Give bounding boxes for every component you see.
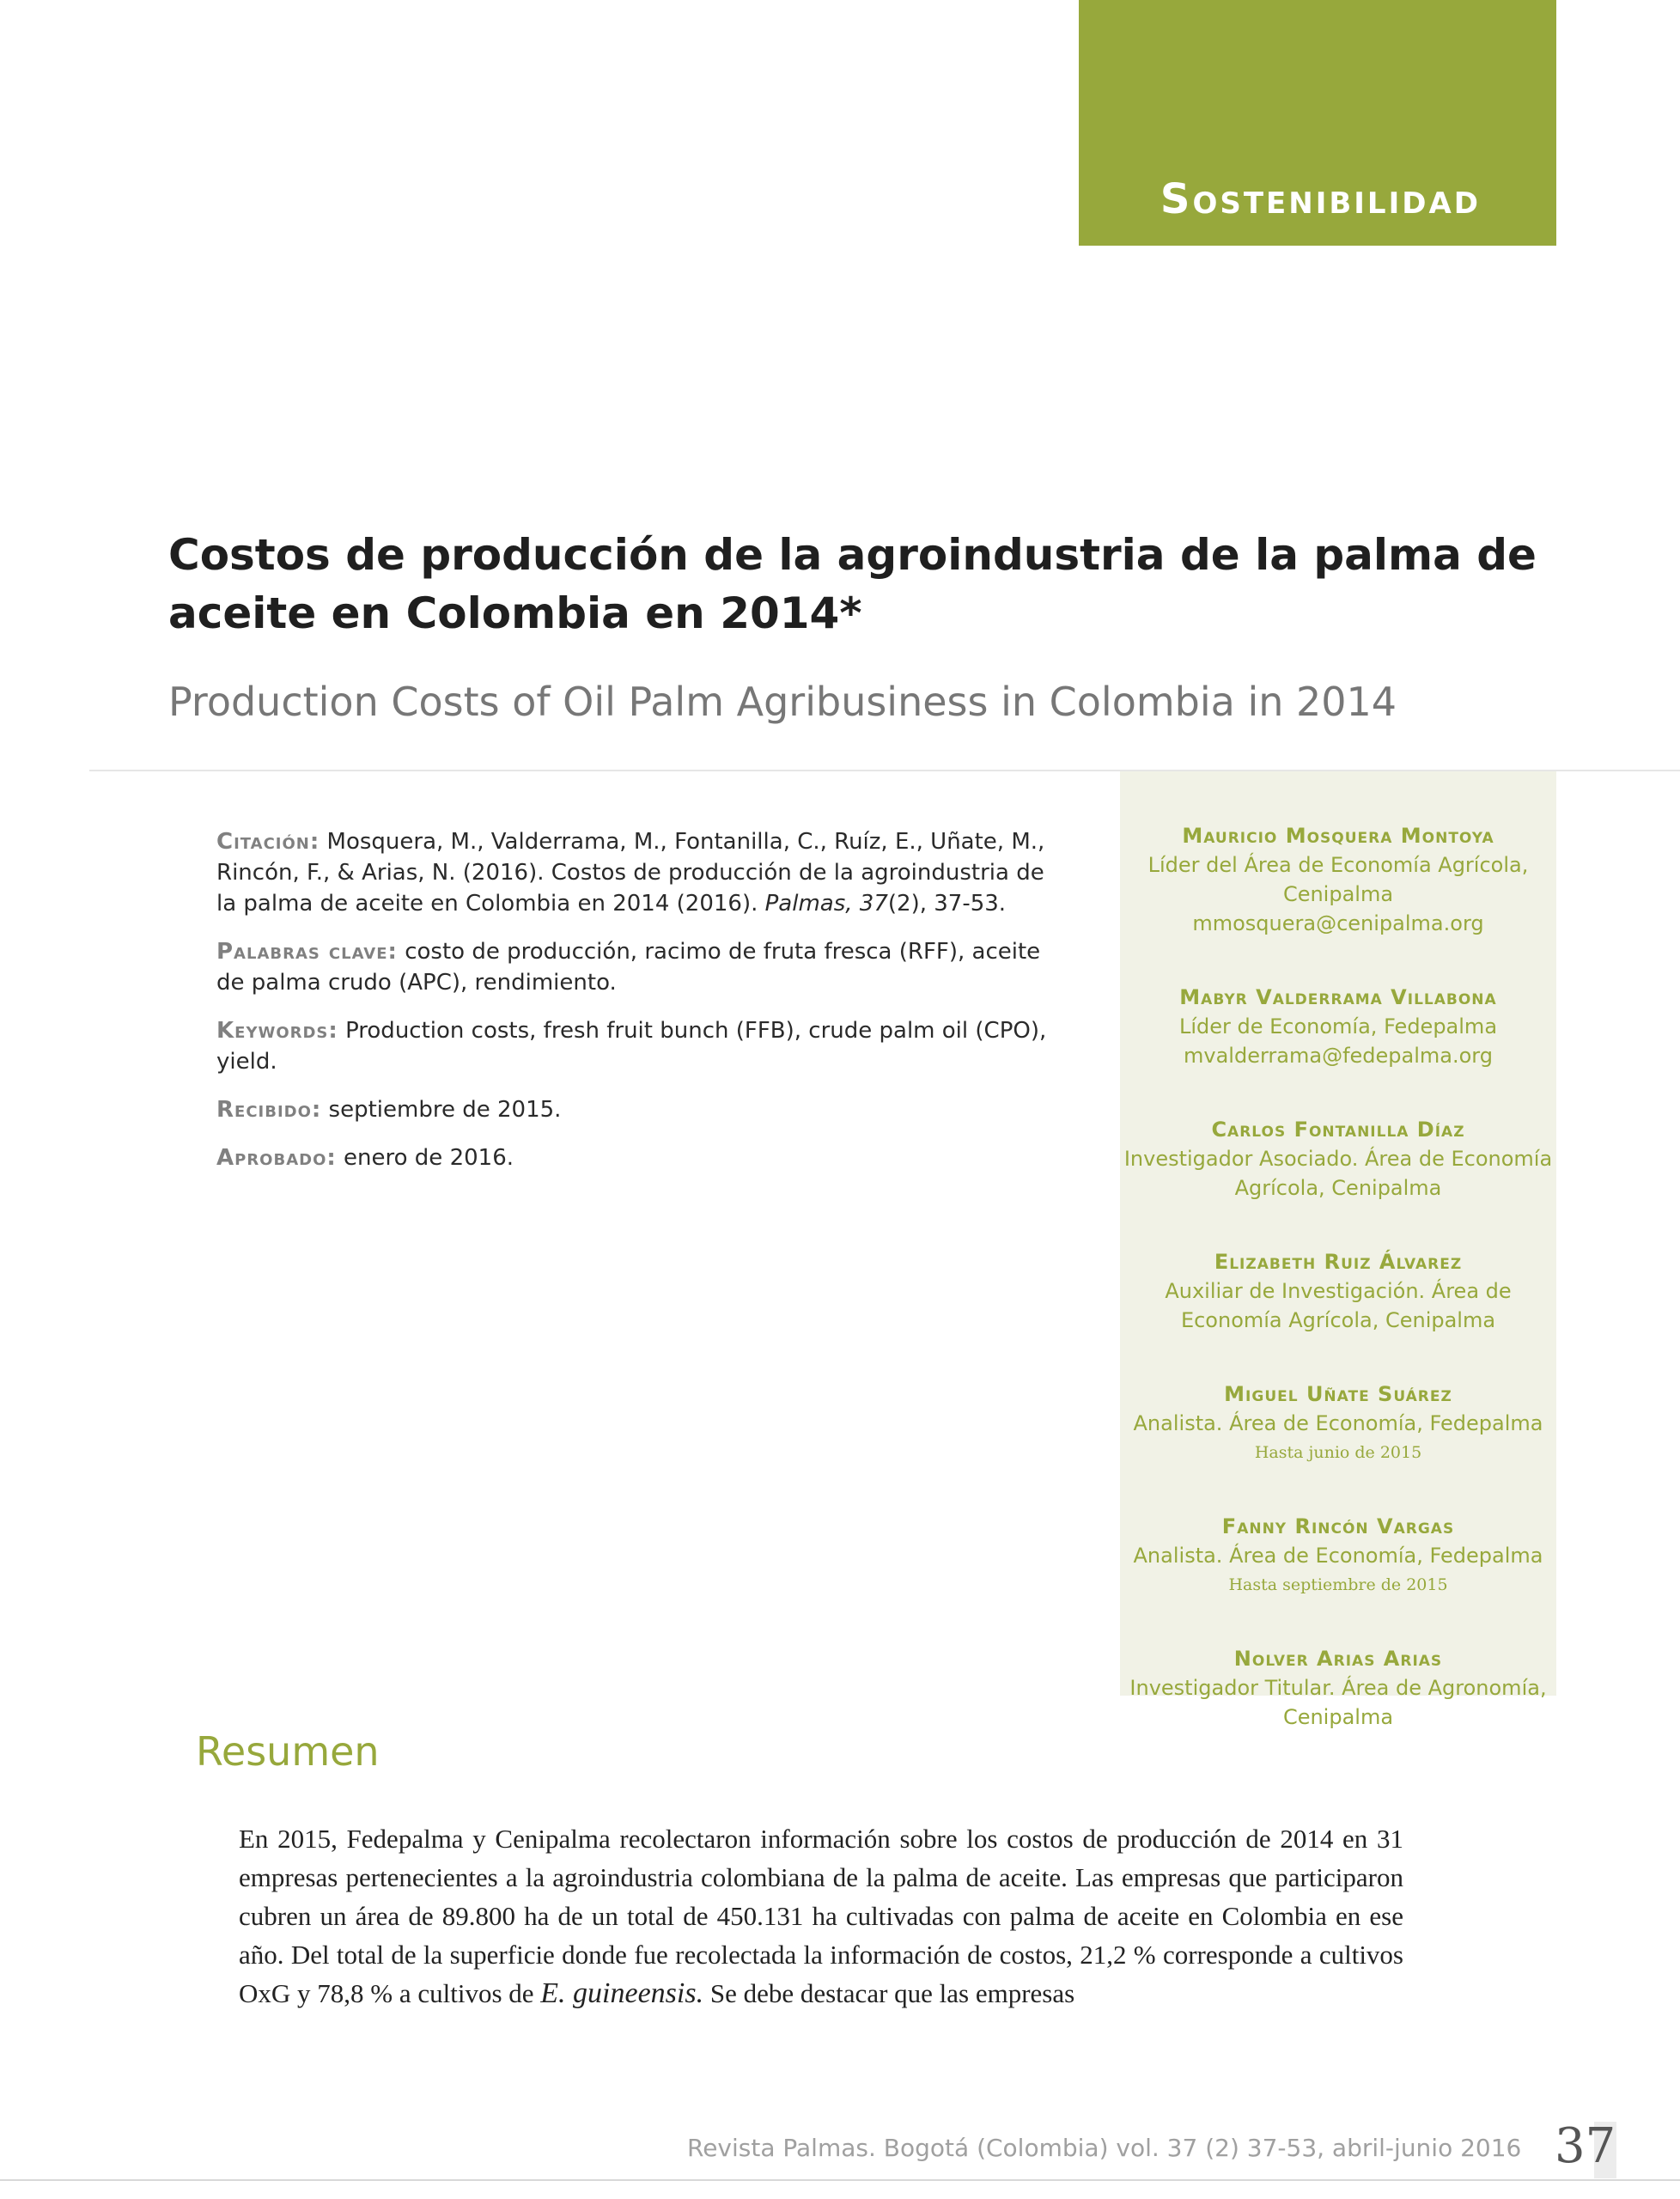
- author-name: Mauricio Mosquera Montoya: [1182, 824, 1494, 848]
- author-entry: [1120, 1644, 1556, 1732]
- keywords-es-label: Palabras clave:: [216, 939, 398, 965]
- authors-panel: [1120, 771, 1556, 1729]
- article-title: Costos de producción de la agroindustria de la palma de aceite en Colombia en 2014*: [168, 530, 1537, 638]
- received-text: septiembre de 2015.: [328, 1097, 562, 1123]
- author-name: Miguel Uñate Suárez: [1224, 1382, 1452, 1406]
- section-tab: [1079, 0, 1556, 246]
- author-role: Líder de Economía, Fedepalma: [1178, 1014, 1498, 1039]
- author-entry: [1120, 1247, 1556, 1335]
- citation-journal: Palmas, 37: [764, 891, 888, 917]
- author-role: Analista. Área de Economía, Fedepalma: [1133, 1544, 1543, 1568]
- abstract-body: En 2015, Fedepalma y Cenipalma recolectaron información sobre los costos de producción de 2014 en 31 empresas pertenecientes a la agroindustria colombiana de la palma de aceite. Las empresas que participaron cubren un área de 89.800 ha de un total de 450.131 ha cultivadas con palma de aceite en Colombia en ese año. Del total de la superficie donde fue recolectada la información de costos, 21,2 % corresponde a cultivos OxG y 78,8 % a cultivos de: [239, 1824, 1403, 2008]
- author-role: Auxiliar de Investigación. Área de Economía Agrícola, Cenipalma: [1165, 1279, 1512, 1332]
- approved-date: [216, 1142, 1067, 1173]
- abstract-heading: Resumen: [196, 1728, 380, 1775]
- citation-label: Citación:: [216, 829, 320, 855]
- author-name: Nolver Arias Arias: [1233, 1647, 1443, 1671]
- author-email[interactable]: mmosquera@cenipalma.org: [1192, 911, 1484, 935]
- article-subtitle: Production Costs of Oil Palm Agribusiness in Colombia in 2014: [168, 679, 1397, 725]
- author-entry: [1120, 1115, 1556, 1203]
- received-label: Recibido:: [216, 1097, 322, 1123]
- citation: [216, 826, 1067, 919]
- keywords-en: [216, 1015, 1067, 1077]
- approved-text: enero de 2016.: [344, 1145, 514, 1171]
- approved-label: Aprobado:: [216, 1145, 337, 1171]
- citation-text: Mosquera, M., Valderrama, M., Fontanilla, C., Ruíz, E., Uñate, M., Rincón, F., & Arias, N. (2016). Costos de producción de la agroindustria de la palma de aceite en Colombia en 2014 (2016).: [216, 829, 1045, 917]
- author-email[interactable]: mvalderrama@fedepalma.org: [1184, 1044, 1493, 1068]
- author-role: Investigador Asociado. Área de Economía Agrícola, Cenipalma: [1123, 1147, 1553, 1200]
- abstract-body-cont: Se debe destacar que las empresas: [703, 1978, 1075, 2008]
- author-name: Fanny Rincón Vargas: [1221, 1514, 1455, 1538]
- section-label: Sostenibilidad: [1160, 175, 1481, 223]
- footer-divider: [0, 2179, 1680, 2181]
- author-role: Líder del Área de Economía Agrícola, Cenipalma: [1147, 853, 1529, 906]
- author-note: Hasta septiembre de 2015: [1228, 1575, 1448, 1594]
- received-date: [216, 1094, 1067, 1125]
- author-name: Carlos Fontanilla Díaz: [1211, 1118, 1465, 1142]
- author-entry: [1120, 983, 1556, 1070]
- author-name: Mabyr Valderrama Villabona: [1179, 985, 1497, 1009]
- species-name: E. guineensis.: [540, 1977, 704, 2009]
- author-entry: [1120, 1512, 1556, 1599]
- keywords-es: [216, 936, 1067, 998]
- author-entry: [1120, 821, 1556, 938]
- page-number: 37: [1555, 2118, 1616, 2174]
- abstract-text: [239, 1819, 1403, 2013]
- author-entry: [1120, 1380, 1556, 1467]
- citation-issue: (2), 37-53.: [887, 891, 1007, 917]
- author-role: Analista. Área de Economía, Fedepalma: [1133, 1411, 1543, 1435]
- author-note: Hasta junio de 2015: [1254, 1443, 1422, 1462]
- article-metadata: [216, 826, 1067, 1191]
- keywords-es-text: costo de producción, racimo de fruta fresca (RFF), aceite de palma crudo (APC), rendimiento.: [216, 939, 1041, 996]
- author-name: Elizabeth Ruiz Álvarez: [1214, 1250, 1463, 1274]
- keywords-en-label: Keywords:: [216, 1018, 338, 1044]
- author-role: Investigador Titular. Área de Agronomía, Cenipalma: [1129, 1676, 1547, 1729]
- journal-footer: Revista Palmas. Bogotá (Colombia) vol. 37 (2) 37-53, abril-junio 2016: [687, 2134, 1522, 2162]
- keywords-en-text: Production costs, fresh fruit bunch (FFB), crude palm oil (CPO), yield.: [216, 1018, 1047, 1075]
